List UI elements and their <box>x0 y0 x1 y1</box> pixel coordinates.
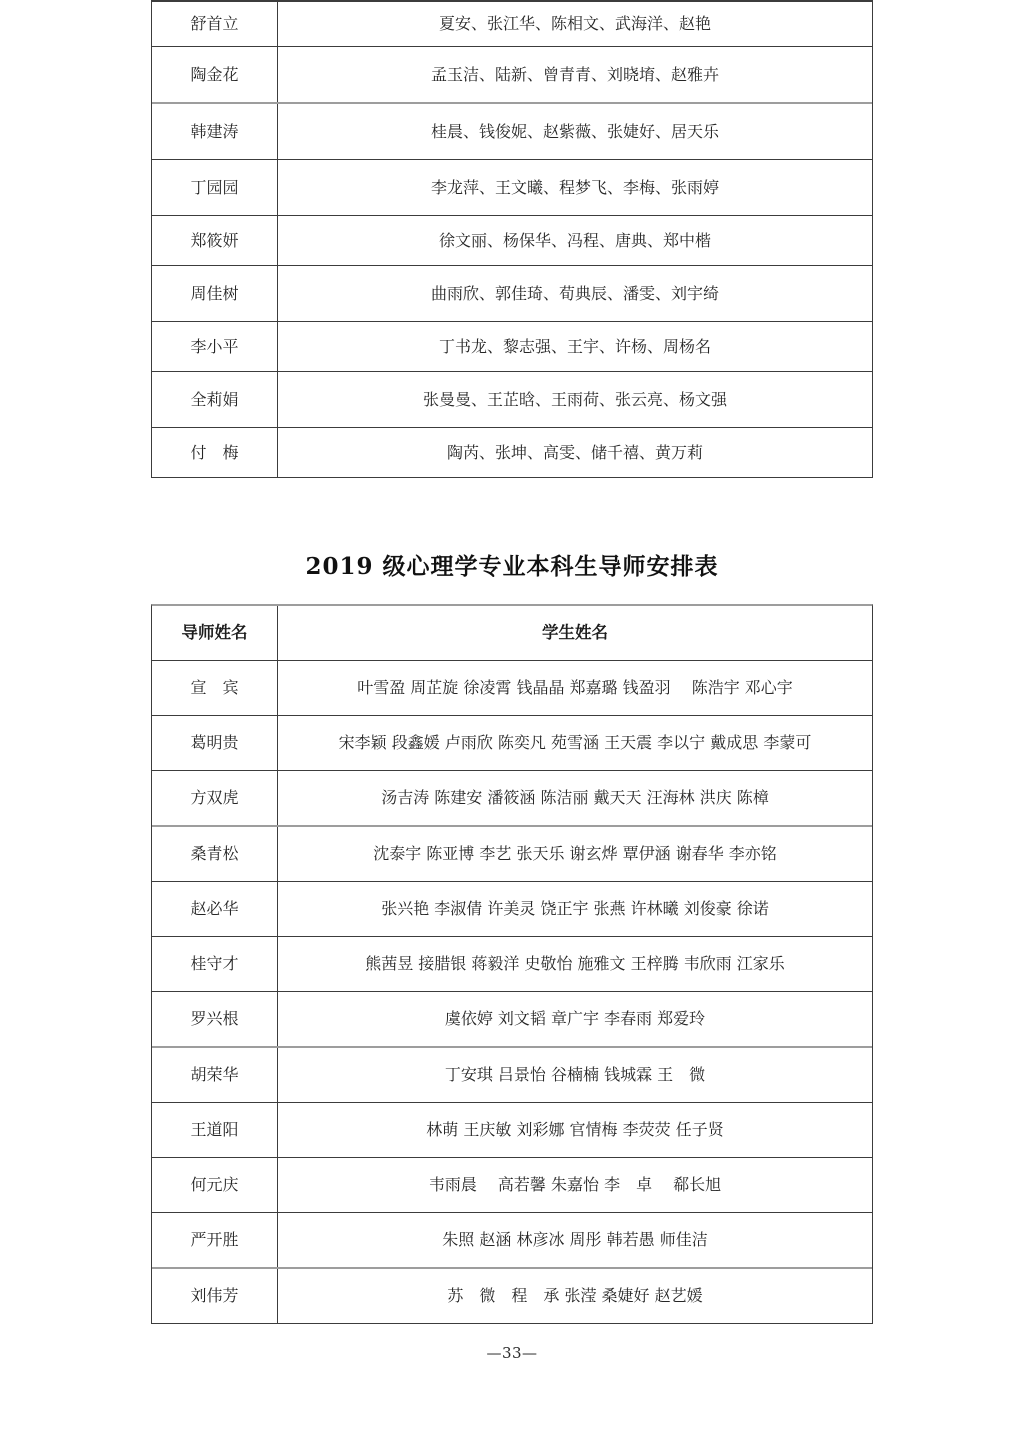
table-row <box>152 159 872 215</box>
advisor-name: 赵必华 <box>152 882 278 936</box>
student-names: 虞依婷 刘文韬 章广宇 李春雨 郑爱玲 <box>444 1009 706 1029</box>
advisor-name: 丁园园 <box>152 160 278 215</box>
advisor-name: 刘伟芳 <box>152 1269 278 1323</box>
advisor-name: 宣 宾 <box>152 661 278 715</box>
table-row <box>152 2 872 46</box>
advisor-name: 陶金花 <box>152 47 278 102</box>
table-row <box>152 321 872 371</box>
advisor-table-2019 <box>151 604 873 1324</box>
advisor-name: 桑青松 <box>152 827 278 881</box>
advisor-name: 方双虎 <box>152 771 278 825</box>
column-header-students: 学生姓名 <box>542 622 608 642</box>
table-row <box>152 715 872 770</box>
advisor-name: 韩建涛 <box>152 104 278 159</box>
advisor-name: 王道阳 <box>152 1103 278 1157</box>
table-row <box>152 1102 872 1157</box>
table-row <box>152 215 872 265</box>
table-row <box>152 1157 872 1212</box>
table-row <box>152 881 872 936</box>
table-row <box>152 1212 872 1267</box>
advisor-name: 桂守才 <box>152 937 278 991</box>
column-header-advisor: 导师姓名 <box>152 606 278 660</box>
student-names: 宋李颖 段鑫媛 卢雨欣 陈奕凡 苑雪涵 王天震 李以宁 戴成思 李蒙可 <box>338 733 812 753</box>
student-names: 徐文丽、杨保华、冯程、唐典、郑中楷 <box>438 230 711 250</box>
student-names: 李龙萍、王文曦、程梦飞、李梅、张雨婷 <box>430 177 719 197</box>
student-names: 桂晨、钱俊妮、赵紫薇、张婕好、居天乐 <box>430 121 719 141</box>
advisor-name: 罗兴根 <box>152 992 278 1046</box>
table-row <box>152 1267 872 1323</box>
advisor-name: 李小平 <box>152 322 278 371</box>
table-row <box>152 265 872 321</box>
table-row <box>152 102 872 159</box>
advisor-name: 严开胜 <box>152 1213 278 1267</box>
student-names: 熊茜昱 接腊银 蒋毅洋 史敬怡 施雅文 王梓腾 韦欣雨 江家乐 <box>365 954 785 974</box>
page-number: —33— <box>486 1344 538 1362</box>
student-names: 夏安、张江华、陈相文、武海洋、赵艳 <box>438 14 711 34</box>
advisor-name: 何元庆 <box>152 1158 278 1212</box>
advisor-name: 全莉娟 <box>152 372 278 427</box>
student-names: 叶雪盈 周芷旋 徐凌霄 钱晶晶 郑嘉璐 钱盈羽 陈浩宇 邓心宇 <box>357 678 793 698</box>
student-names: 苏 微 程 承 张滢 桑婕好 赵艺媛 <box>447 1286 703 1306</box>
student-names: 丁安琪 吕景怡 谷楠楠 钱城霖 王 微 <box>444 1065 706 1085</box>
student-names: 朱照 赵涵 林彦冰 周彤 韩若愚 师佳洁 <box>442 1230 708 1250</box>
advisor-name: 郑筱妍 <box>152 216 278 265</box>
table-row <box>152 991 872 1046</box>
student-names: 张兴艳 李淑倩 许美灵 饶正宇 张燕 许林曦 刘俊豪 徐诺 <box>381 899 769 919</box>
table-row <box>152 427 872 477</box>
advisor-table-continued <box>151 0 873 478</box>
table-row <box>152 371 872 427</box>
table-row <box>152 660 872 715</box>
advisor-name: 葛明贵 <box>152 716 278 770</box>
table-row <box>152 936 872 991</box>
student-names: 陶芮、张坤、高雯、储千禧、黄万莉 <box>446 442 703 462</box>
page-title: 2019 级心理学专业本科生导师安排表 <box>305 553 719 580</box>
advisor-name: 付 梅 <box>152 428 278 477</box>
student-names: 沈泰宇 陈亚博 李艺 张天乐 谢玄烨 覃伊涵 谢春华 李亦铭 <box>373 844 777 864</box>
student-names: 张曼曼、王芷晗、王雨荷、张云亮、杨文强 <box>422 389 727 409</box>
advisor-name: 周佳树 <box>152 266 278 321</box>
student-names: 林萌 王庆敏 刘彩娜 官情梅 李荧荧 任子贤 <box>426 1120 724 1140</box>
student-names: 丁书龙、黎志强、王宇、许杨、周杨名 <box>438 336 711 356</box>
student-names: 孟玉洁、陆新、曾青青、刘晓堉、赵雅卉 <box>430 64 719 84</box>
student-names: 曲雨欣、郭佳琦、荀典辰、潘雯、刘宇绮 <box>430 283 719 303</box>
table-row <box>152 825 872 881</box>
table-row <box>152 1046 872 1102</box>
student-names: 韦雨晨 高若馨 朱嘉怡 李 卓 郗长旭 <box>428 1175 722 1195</box>
advisor-name: 舒首立 <box>152 2 278 46</box>
student-names: 汤吉涛 陈建安 潘筱涵 陈洁丽 戴天天 汪海林 洪庆 陈樟 <box>381 788 769 808</box>
table-row <box>152 46 872 102</box>
table-header-row <box>152 606 872 660</box>
table-row <box>152 770 872 825</box>
advisor-name: 胡荣华 <box>152 1048 278 1102</box>
